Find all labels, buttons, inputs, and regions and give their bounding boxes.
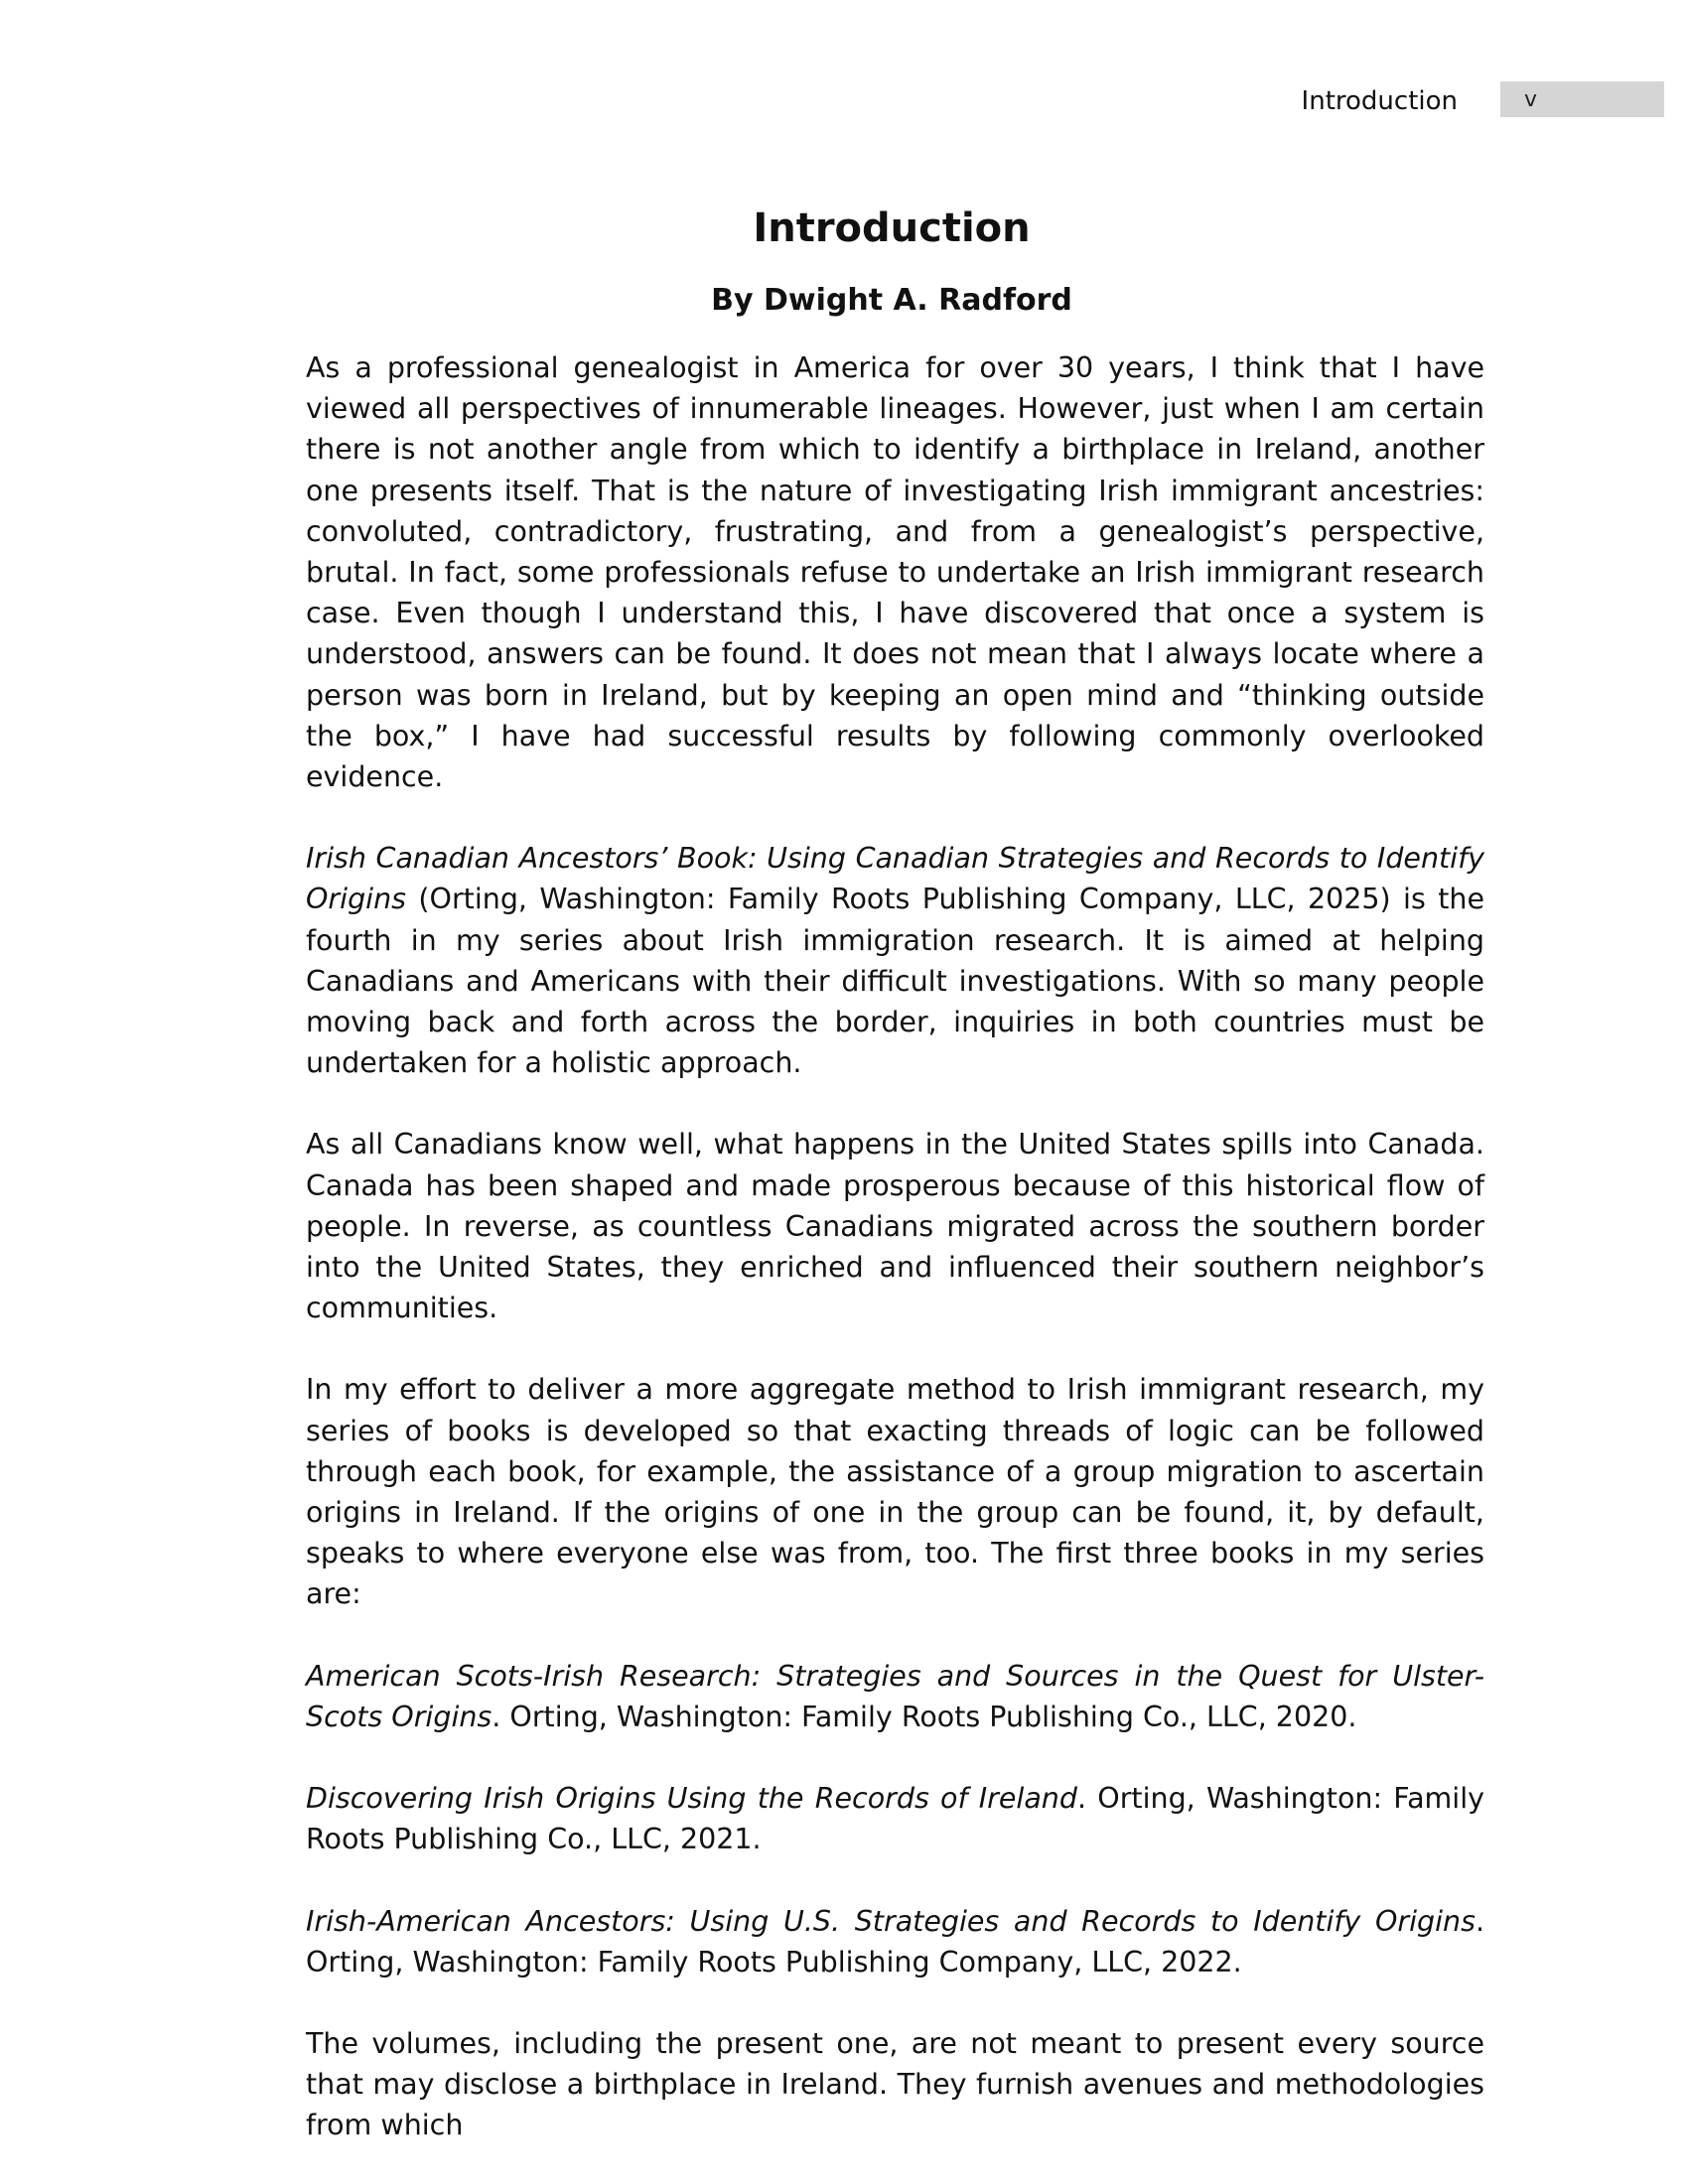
book-title-citation: Irish Canadian Ancestors’ Book: Using Canadian Strategies and Records to Identify Origins — [306, 842, 1484, 916]
book-reference-title: Discovering Irish Origins Using the Records of Ireland — [306, 1782, 1077, 1816]
paragraph-4: In my effort to deliver a more aggregate method to Irish immigrant research, my series of books is developed so that exacting threads of logic can be followed through each book, for example, the assistance of a group migration to ascertain origins in Ireland. If the origins of one in the group can be found, it, by default, speaks to where everyone else was from, too. The first three books in my series are: — [306, 1373, 1484, 1611]
book-reference-3 — [306, 1901, 1484, 1982]
book-reference-details: . Orting, Washington: Family Roots Publishing Company, LLC, 2022. — [306, 1904, 1484, 1979]
page-number-tab — [1500, 81, 1664, 117]
running-head-title: Introduction — [1301, 86, 1458, 116]
paragraph-last: The volumes, including the present one, are not meant to present every source that may disclose a birthplace in Ireland. They furnish avenues and methodologies from which — [306, 2026, 1484, 2142]
paragraph-1: As a professional genealogist in America for over 30 years, I think that I have viewed all perspectives of innumerable lineages. However, just when I am certain there is not another angle from which to identify a birthplace in Ireland, another one presents itself. That is the nature of investigating Irish immigrant ancestries: convoluted, contradictory, frustrating, and from a genealogist’s perspective, brutal. In fact, some professionals refuse to undertake an Irish immigrant research case. Even though I understand this, I have discovered that once a system is understood, answers can be found. It does not mean that I always locate where a person was born in Ireland, but by keeping an open mind and “thinking outside the box,” I have had successful results by following commonly overlooked evidence. — [306, 351, 1484, 794]
paragraph-3: As all Canadians know well, what happens in the United States spills into Canada. Canada has been shaped and made prosperous because of this historical flow of people. In reverse, as countless Canadians migrated across the southern border into the United States, they enriched and influenced their southern neighbor’s communities. — [306, 1128, 1484, 1325]
chapter-title: Introduction — [753, 205, 1031, 251]
book-reference-2 — [306, 1778, 1484, 1859]
author-byline: By Dwight A. Radford — [711, 283, 1072, 318]
paragraph-2-text: (Orting, Washington: Family Roots Publishing Company, LLC, 2025) is the fourth in my series about Irish immigration research. It is aimed at helping Canadians and Americans with their difficult investigations. With so many people moving back and forth across the border, inquiries in both countries must be undertaken for a holistic approach. — [306, 883, 1484, 1080]
book-reference-details: . Orting, Washington: Family Roots Publishing Co., LLC, 2021. — [306, 1782, 1484, 1856]
body-text — [306, 347, 1484, 2146]
paragraph-2 — [306, 838, 1484, 1083]
book-reference-details: . Orting, Washington: Family Roots Publishing Co., LLC, 2020. — [492, 1700, 1357, 1733]
book-reference-1 — [306, 1656, 1484, 1737]
page-number: v — [1524, 87, 1538, 112]
book-reference-title: American Scots-Irish Research: Strategies and Sources in the Quest for Ulster-Scots Origins — [306, 1659, 1484, 1733]
book-reference-title: Irish-American Ancestors: Using U.S. Strategies and Records to Identify Origins — [306, 1904, 1476, 1938]
